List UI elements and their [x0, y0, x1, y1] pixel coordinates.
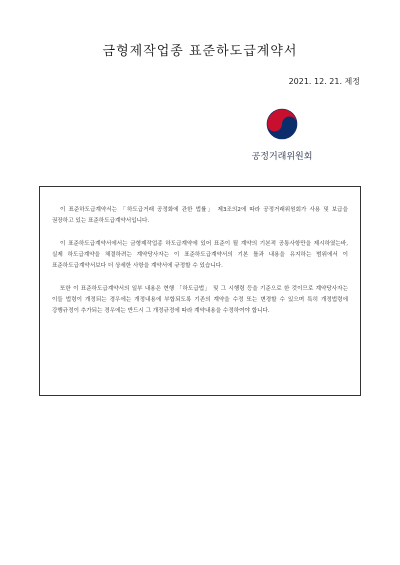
notice-paragraph: 또한 이 표준하도급계약서의 일부 내용은 현행 「하도급법」 및 그 시행령 등을 기준으로 한 것이므로 계약당사자는 이들 법령이 개정되는 경우에는 개정내용에 부합되도록 기존의 계약을 수정 또는 변경할 수 있으며 특히 개정법령에 강행규정이 추가되는 경우에는 반드시 그 개정규정에 따라 계약내용을 수정하여야 합니다. — [52, 286, 348, 314]
org-name: 공정거래위원회 — [251, 152, 313, 162]
enact-date: 2021. 12. 21. 제정 — [288, 77, 360, 86]
taegeuk-emblem-icon — [266, 108, 298, 140]
notice-paragraph: 이 표준하도급계약서는 「하도급거래 공정화에 관한 법률」 제3조의2에 따라 공정거래위원회가 사용 및 보급을 권장하고 있는 표준하도급계약서입니다. — [52, 207, 348, 224]
page-title: 금형제작업종 표준하도급계약서 — [102, 44, 298, 59]
notice-paragraph: 이 표준하도급계약서에서는 금형제작업종 하도급계약에 있어 표준이 될 계약의 기본적 공통사항만을 제시하였는바, 실제 하도급계약을 체결하려는 계약당사자는 이 표준하도급계약서의 기본 틀과 내용을 유지하는 범위에서 이 표준하도급계약서보다 더 상세한 사항을 계약서에 규정할 수 있습니다. — [52, 241, 348, 269]
notice-box — [39, 186, 361, 396]
